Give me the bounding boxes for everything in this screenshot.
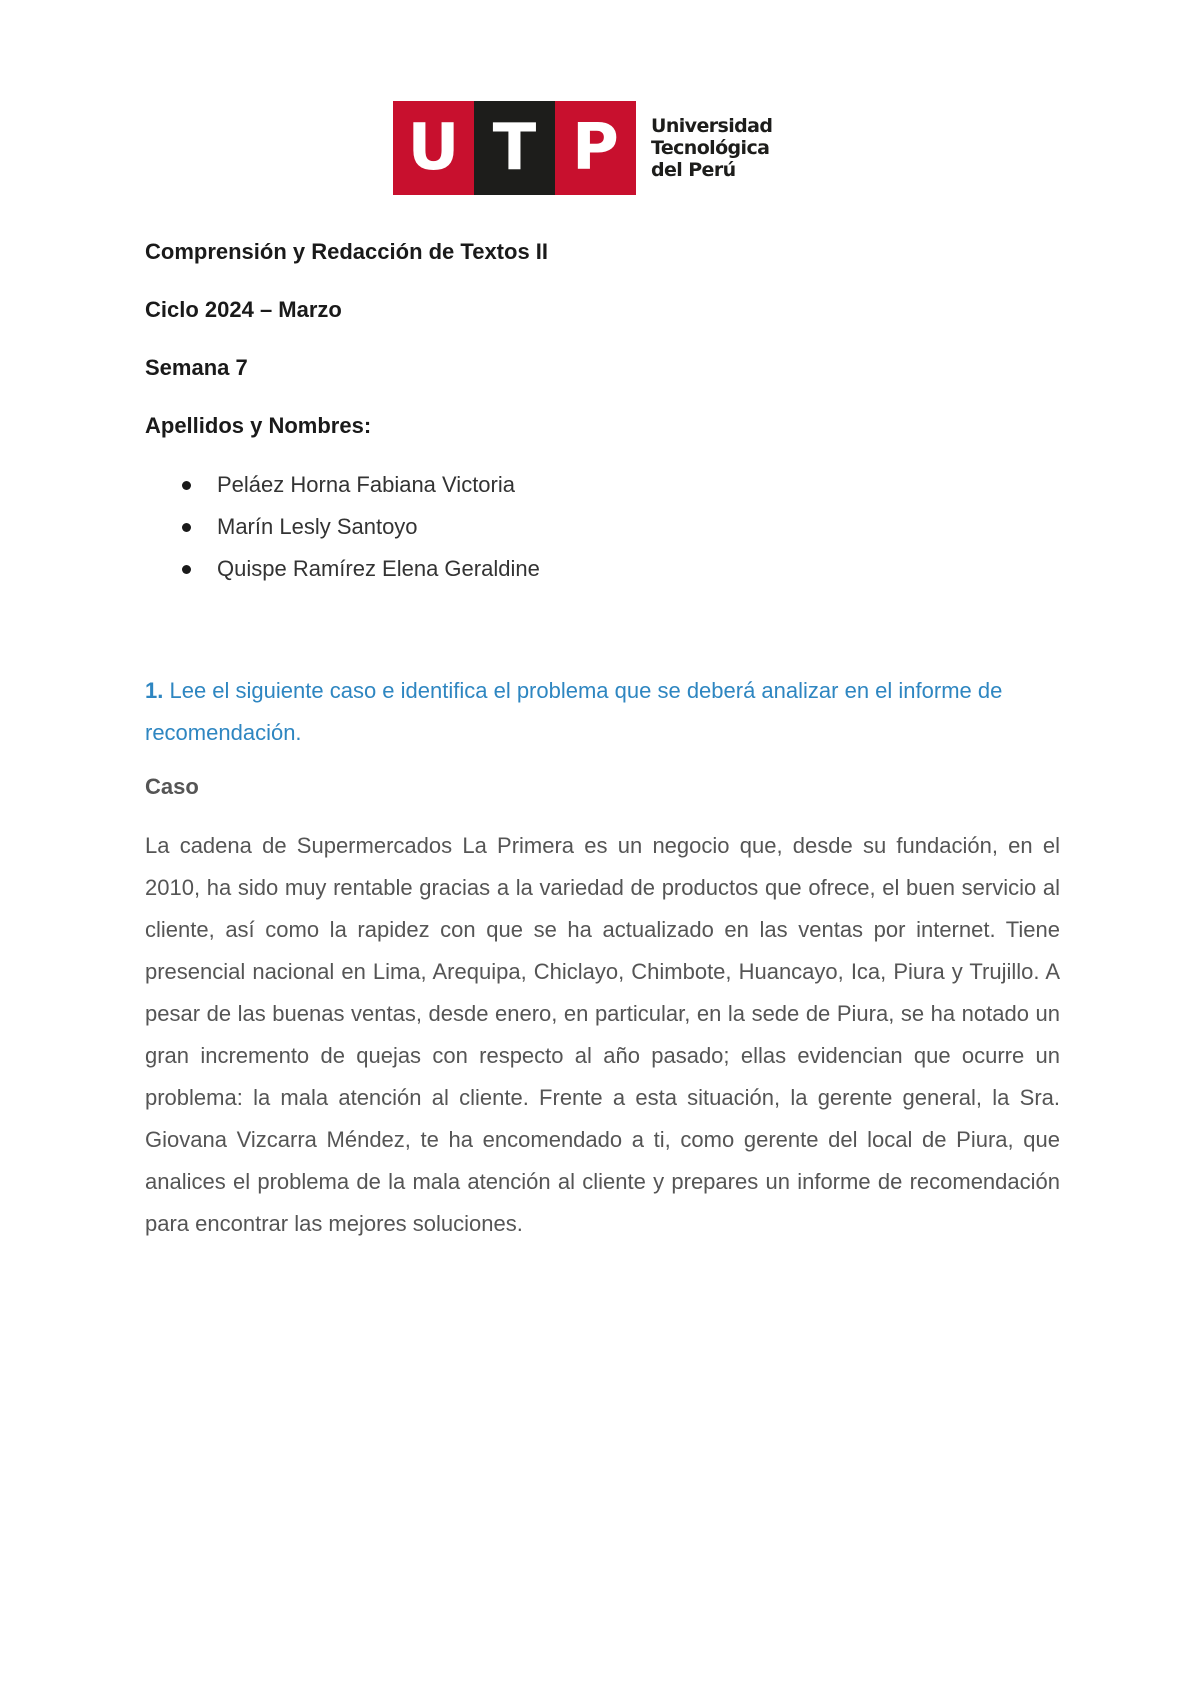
member-name: Marín Lesly Santoyo <box>217 514 418 539</box>
bullet-icon <box>182 565 191 574</box>
member-name: Quispe Ramírez Elena Geraldine <box>217 556 540 581</box>
instruction-text: Lee el siguiente caso e identifica el problema que se deberá analizar en el informe de recomendación. <box>145 678 1003 745</box>
members-list <box>145 472 540 598</box>
logo-letter-p: P <box>555 101 636 195</box>
logo-text-line-3: del Perú <box>651 159 736 181</box>
logo-text-line-1: Universidad <box>651 115 773 137</box>
logo-letter-t: T <box>474 101 555 195</box>
bullet-icon <box>182 481 191 490</box>
logo-letter-blocks <box>393 101 636 195</box>
bullet-icon <box>182 523 191 532</box>
list-item <box>145 472 540 514</box>
case-title: Caso <box>145 774 199 799</box>
logo-letter-u: U <box>393 101 474 195</box>
case-body: La cadena de Supermercados La Primera es un negocio que, desde su fundación, en el 2010, ha sido muy rentable gracias a la variedad de productos que ofrece, el buen servicio al cliente, así como la rapidez con que se ha actualizado en las ventas por internet. Tiene presencial nacional en Lima, Arequipa, Chiclayo, Chimbote, Huancayo, Ica, Piura y Trujillo. A pesar de las buenas ventas, desde enero, en particular, en la sede de Piura, se ha notado un gran incremento de quejas con respecto al año pasado; ellas evidencian que ocurre un problema: la mala atención al cliente. Frente a esta situación, la gerente general, la Sra. Giovana Vizcarra Méndez, te ha encomendado a ti, como gerente del local de Piura, que analices el problema de la mala atención al cliente y prepares un informe de recomendación para encontrar las mejores soluciones. <box>145 833 1060 1236</box>
names-label: Apellidos y Nombres: <box>145 413 372 438</box>
cycle-label: Ciclo 2024 – Marzo <box>145 297 342 322</box>
instruction-paragraph <box>145 670 1060 754</box>
week-label: Semana 7 <box>145 355 248 380</box>
logo-wordmark <box>651 115 772 181</box>
member-name: Peláez Horna Fabiana Victoria <box>217 472 515 497</box>
logo-text-line-2: Tecnológica <box>651 137 770 159</box>
instruction-number: 1. <box>145 678 164 703</box>
utp-logo <box>393 101 772 195</box>
course-title: Comprensión y Redacción de Textos II <box>145 239 549 264</box>
list-item <box>145 514 540 556</box>
list-item <box>145 556 540 598</box>
